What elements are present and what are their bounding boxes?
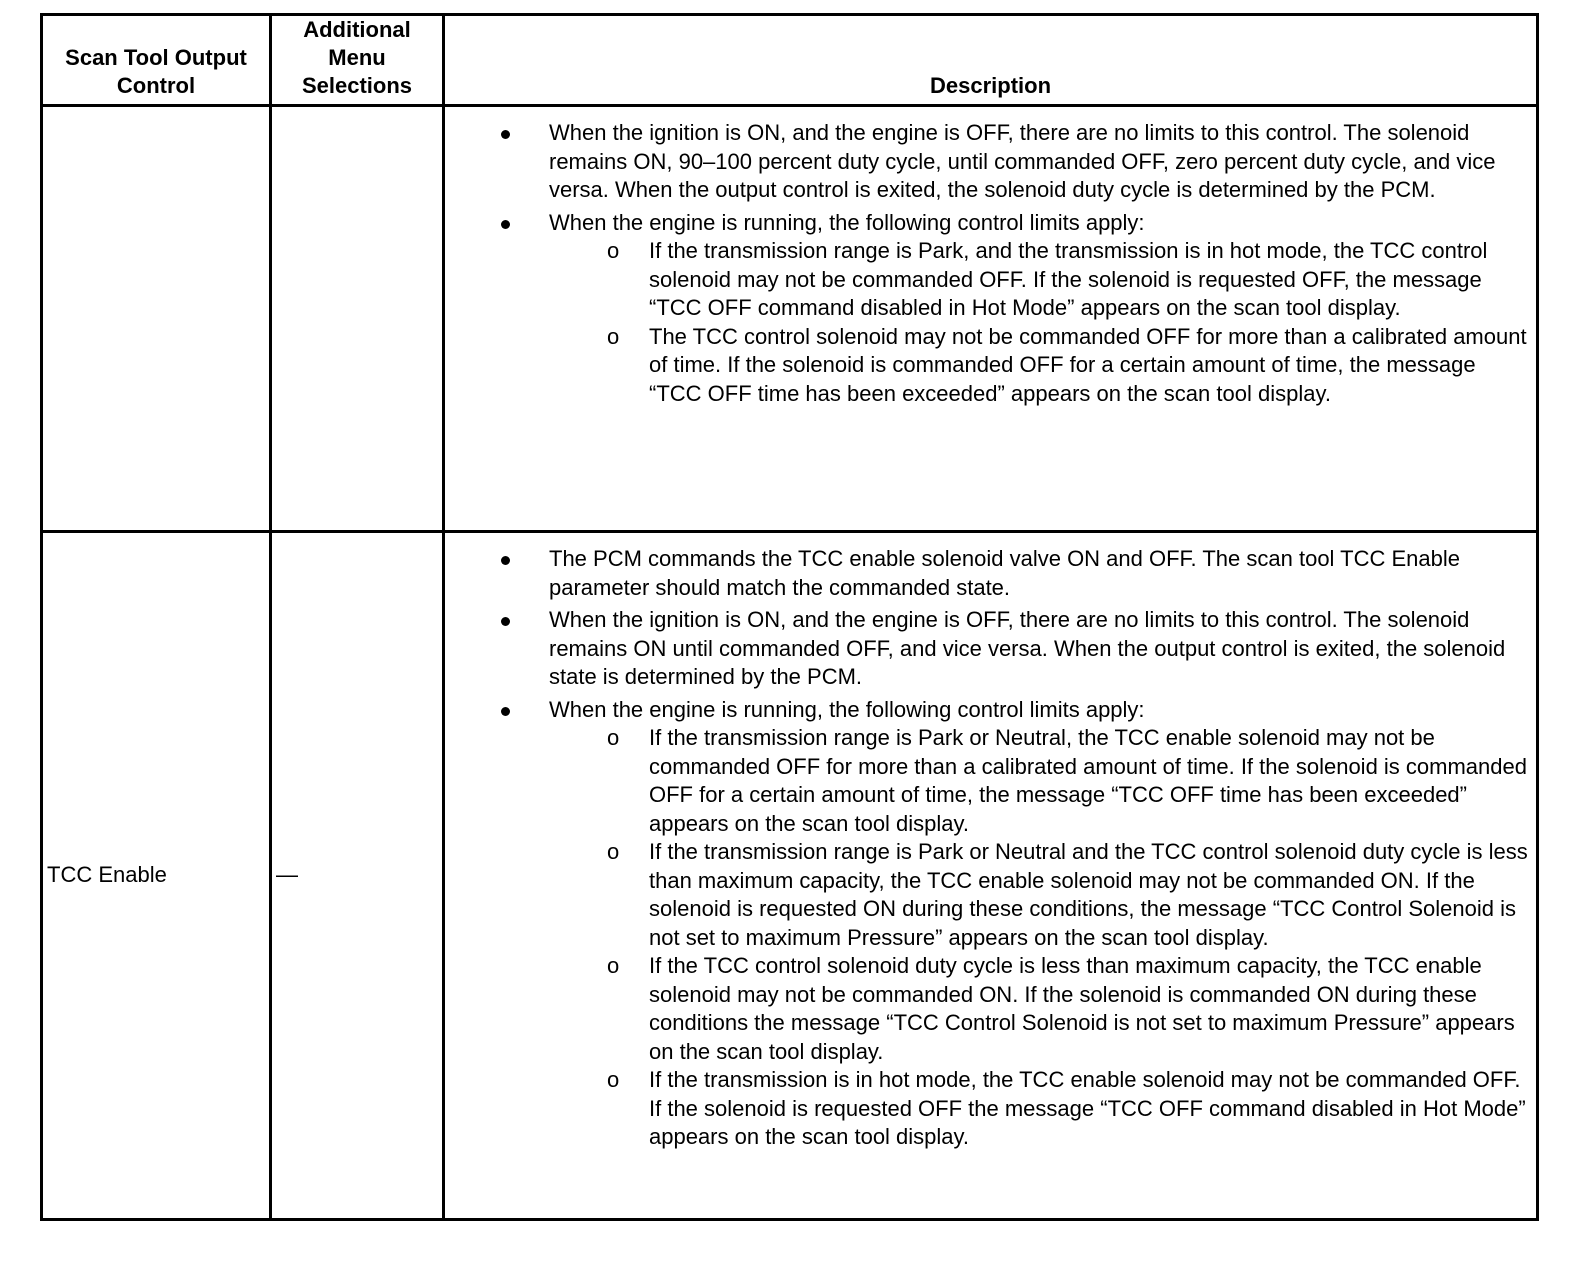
bullet-item (549, 119, 1528, 205)
table-row (42, 532, 1538, 1220)
bullet-item (549, 545, 1528, 602)
bullet-text: When the ignition is ON, and the engine is OFF, there are no limits to this control. The solenoid remains ON, 90–100 percent duty cycle, until commanded OFF, zero percent duty cycle, and vice versa. When the output control is exited, the solenoid duty cycle is determined by the PCM. (549, 120, 1496, 202)
bullet-item (549, 606, 1528, 692)
bullet-item (549, 209, 1528, 409)
menu-cell (271, 106, 444, 532)
circle-bullet-icon: o (607, 323, 620, 349)
bullet-text: When the engine is running, the following control limits apply: (549, 696, 1145, 722)
circle-bullet-icon: o (607, 1067, 620, 1092)
output-control-table (40, 13, 1539, 1221)
sub-bullet-text: If the TCC control solenoid duty cycle is less than maximum capacity, the TCC enable solenoid may not be commanded ON. If the solenoid is commanded ON during these conditions the message “TCC Control Solenoid is not set to maximum Pressure” appears on the scan tool display. (649, 953, 1515, 1064)
table-row (42, 106, 1538, 532)
bullet-icon (501, 556, 510, 565)
sub-bullet-item (607, 237, 1528, 323)
description-cell (444, 532, 1538, 1220)
sub-bullet-item (607, 323, 1528, 409)
control-cell (42, 106, 271, 532)
bullet-text: When the ignition is ON, and the engine is OFF, there are no limits to this control. The solenoid remains ON until commanded OFF, and vice versa. When the output control is exited, the solenoid state is determined by the PCM. (549, 607, 1506, 689)
sub-bullet-text: If the transmission range is Park or Neutral, the TCC enable solenoid may not be commanded OFF for more than a calibrated amount of time. If the solenoid is commanded OFF for a certain amount of time, the message “TCC OFF time has been exceeded” appears on the scan tool display. (649, 725, 1527, 836)
sub-bullet-item (607, 724, 1528, 838)
sub-bullet-text: If the transmission is in hot mode, the TCC enable solenoid may not be commanded OFF. If the solenoid is requested OFF the message “TCC OFF command disabled in Hot Mode” appears on the scan tool display. (649, 1067, 1526, 1149)
circle-bullet-icon: o (607, 238, 620, 263)
bullet-text: The PCM commands the TCC enable solenoid valve ON and OFF. The scan tool TCC Enable parameter should match the commanded state. (549, 546, 1460, 600)
sub-bullet-text: If the transmission range is Park, and the transmission is in hot mode, the TCC control solenoid may not be commanded OFF. If the solenoid is requested OFF, the message “TCC OFF command disabled in Hot Mode” appears on the scan tool display. (649, 238, 1488, 320)
sub-bullet-item (607, 1066, 1528, 1152)
control-cell: TCC Enable (42, 532, 271, 1220)
sub-bullet-item (607, 952, 1528, 1066)
header-description: Description (444, 15, 1538, 106)
circle-bullet-icon: o (607, 953, 620, 978)
description-cell (444, 106, 1538, 532)
bullet-text: When the engine is running, the following control limits apply: (549, 209, 1145, 235)
sub-bullet-text: The TCC control solenoid may not be commanded OFF for more than a calibrated amount of time. If the solenoid is commanded OFF for a certain amount of time, the message “TCC OFF time has been exceeded” appears on the scan tool display. (649, 323, 1527, 406)
bullet-icon (501, 130, 510, 139)
header-additional-menu-selections: Additional Menu Selections (271, 15, 444, 106)
bullet-item (549, 696, 1528, 1152)
circle-bullet-icon: o (607, 839, 620, 864)
bullet-icon (501, 617, 510, 626)
bullet-icon (501, 220, 510, 229)
bullet-icon (501, 707, 510, 716)
sub-bullet-text: If the transmission range is Park or Neutral and the TCC control solenoid duty cycle is less than maximum capacity, the TCC enable solenoid may not be commanded ON. If the solenoid is requested ON during these conditions, the message “TCC Control Solenoid is not set to maximum Pressure” appears on the scan tool display. (649, 839, 1528, 950)
sub-bullet-item (607, 838, 1528, 952)
circle-bullet-icon: o (607, 725, 620, 750)
menu-cell: — (271, 532, 444, 1220)
header-scan-tool-output-control: Scan Tool Output Control (42, 15, 271, 106)
header-row (42, 15, 1538, 106)
